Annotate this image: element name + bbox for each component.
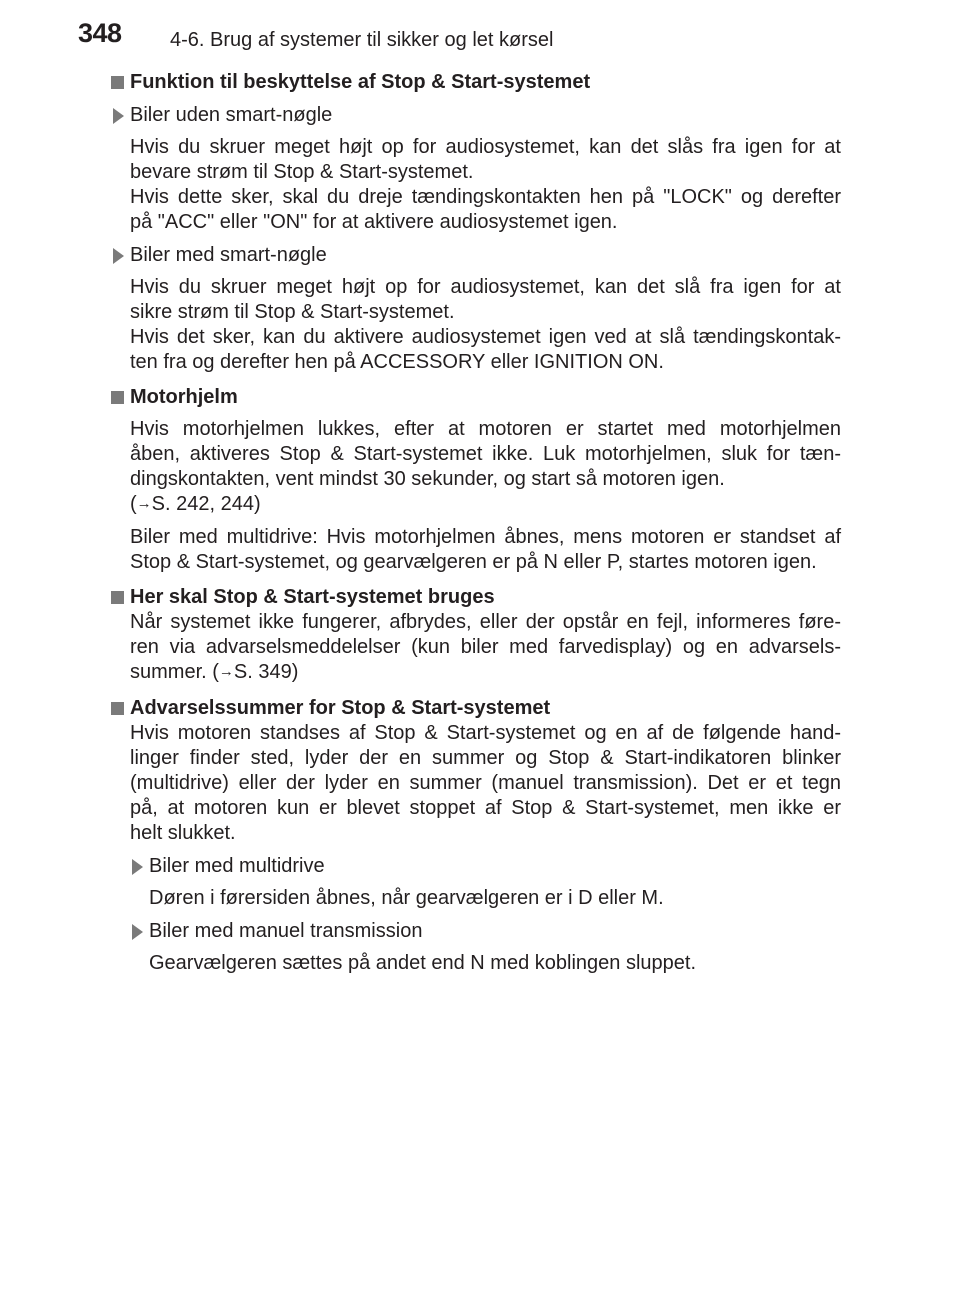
- reference-paren: (: [130, 493, 137, 515]
- text-line: på "ACC" eller "ON" for at aktivere audiosystemet igen.: [130, 211, 618, 233]
- paragraph: [110, 417, 841, 518]
- text-line: Hvis motoren standses af Stop & Start-systemet og en af de følgende hand-: [130, 722, 841, 744]
- triangle-bullet-icon: [113, 108, 124, 124]
- text-line: Biler med multidrive: Hvis motorhjelmen åbnes, mens motoren er standset af: [130, 526, 841, 548]
- subheading-text: Biler med manuel transmission: [149, 920, 423, 942]
- text-line: dingskontakten, vent mindst 30 sekunder, og start så motoren igen.: [130, 468, 725, 490]
- paragraph: [110, 886, 841, 911]
- section-heading-text: Motorhjelm: [130, 386, 238, 408]
- text-line: Hvis motorhjelmen lukkes, efter at motoren er startet med motorhjelmen: [130, 418, 841, 440]
- text-line: åben, aktiveres Stop & Start-systemet ikke. Luk motorhjelmen, sluk for tæn-: [130, 443, 841, 465]
- text-line: Hvis du skruer meget højt op for audiosystemet, kan det slå fra igen for at: [130, 276, 841, 298]
- paragraph: [110, 135, 841, 235]
- text-fragment: summer. (: [130, 661, 219, 683]
- text-line: på, at motoren kun er blevet stoppet af Stop & Start-systemet, men ikke er: [130, 797, 841, 819]
- square-bullet-icon: [111, 702, 124, 715]
- chapter-title: 4-6. Brug af systemer til sikker og let kørsel: [170, 29, 554, 51]
- triangle-bullet-icon: [132, 859, 143, 875]
- paragraph: [110, 610, 841, 686]
- text-line: Hvis det sker, kan du aktivere audiosystemet igen ved at slå tændingskontak-: [130, 326, 841, 348]
- section-heading-text: Her skal Stop & Start-systemet bruges: [130, 586, 495, 608]
- text-line: Når systemet ikke fungerer, afbrydes, eller der opstår en fejl, informeres føre-: [130, 611, 841, 633]
- square-bullet-icon: [111, 76, 124, 89]
- text-line: ren via advarselsmeddelelser (kun biler med farvedisplay) og en advarsels-: [130, 636, 841, 658]
- square-bullet-icon: [111, 391, 124, 404]
- text-line: (multidrive) eller der lyder en summer (manuel transmission). Det er et tegn: [130, 772, 841, 794]
- arrow-right-icon: →: [218, 663, 234, 680]
- page-reference[interactable]: [130, 492, 841, 518]
- subheading-manual-transmission: [129, 919, 841, 944]
- reference-text: S. 242, 244): [151, 493, 261, 515]
- text-line: ten fra og derefter hen på ACCESSORY eller IGNITION ON.: [130, 351, 664, 373]
- triangle-bullet-icon: [113, 248, 124, 264]
- paragraph: [110, 275, 841, 375]
- paragraph: [110, 525, 841, 575]
- subheading-with-smart-key: [110, 243, 841, 268]
- subheading-text: Biler med smart-nøgle: [130, 244, 327, 266]
- text-line: Døren i førersiden åbnes, når gearvælgeren er i D eller M.: [149, 887, 664, 909]
- text-line: linger finder sted, lyder der en summer og Stop & Start-indikatoren blinker: [130, 747, 841, 769]
- triangle-bullet-icon: [132, 924, 143, 940]
- arrow-right-icon: →: [136, 495, 152, 512]
- page-reference[interactable]: S. 349): [233, 661, 299, 683]
- section-heading-when-to-use: [110, 585, 841, 610]
- subheading-without-smart-key: [110, 103, 841, 128]
- text-line: Gearvælgeren sættes på andet end N med koblingen sluppet.: [149, 952, 697, 974]
- text-line: Hvis dette sker, skal du dreje tændingskontakten hen på "LOCK" og derefter: [130, 186, 841, 208]
- section-heading-warning-buzzer: [110, 696, 841, 721]
- text-line: helt slukket.: [130, 822, 236, 844]
- text-line-with-reference: [130, 660, 841, 686]
- section-heading-stop-start-protection: [110, 70, 841, 95]
- page-number: 348: [78, 18, 122, 48]
- section-heading-text: Funktion til beskyttelse af Stop & Start-systemet: [130, 71, 591, 93]
- text-line: Hvis du skruer meget højt op for audiosystemet, kan det slås fra igen for at: [130, 136, 841, 158]
- subheading-multidrive: [129, 854, 841, 879]
- section-heading-text: Advarselssummer for Stop & Start-systemet: [130, 697, 551, 719]
- paragraph: [110, 951, 841, 976]
- square-bullet-icon: [111, 591, 124, 604]
- page-content: [110, 70, 841, 976]
- text-line: sikre strøm til Stop & Start-systemet.: [130, 301, 455, 323]
- text-line: Stop & Start-systemet, og gearvælgeren er på N eller P, startes motoren igen.: [130, 551, 817, 573]
- paragraph: [110, 721, 841, 846]
- subheading-text: Biler med multidrive: [149, 855, 325, 877]
- text-line: bevare strøm til Stop & Start-systemet.: [130, 161, 474, 183]
- section-heading-hood: [110, 385, 841, 410]
- subheading-text: Biler uden smart-nøgle: [130, 104, 333, 126]
